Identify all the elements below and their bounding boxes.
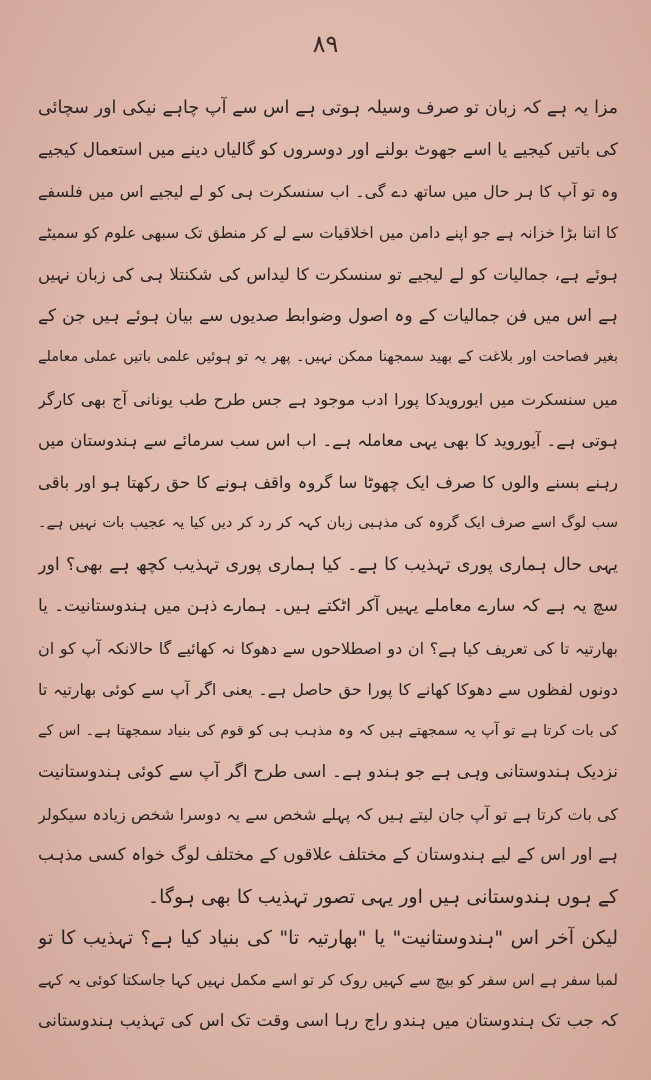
text-line: کے ہوں ہندوستانی ہیں اور یہی تصور تہذیب کا بھی ہوگا۔ — [148, 885, 618, 908]
text-line: ہے اور اس کے لیے ہندوستان کے مختلف علاقوں کے مختلف لوگ خواہ کسی مذہب — [38, 845, 618, 865]
text-line: وہ تو آپ کا ہر حال میں ساتھ دے گی۔ اب سنسکرت ہی کو لے لیجیے اس میں فلسفے — [38, 182, 618, 201]
paragraph-1 — [38, 88, 618, 545]
text-line: نزدیک ہندوستانی وہی ہے جو ہندو ہے۔ اسی طرح اگر آپ سے کوئی ہندوستانیت — [38, 762, 618, 782]
text-line: لیکن آخر اس "ہندوستانیت" یا "بھارتیہ تا" کی بنیاد کیا ہے؟ تہذیب کا تو — [38, 927, 618, 949]
text-line: سب لوگ اسے صرف ایک گروہ کی مذہبی زبان کہہ کر رد کر دیں کیا یہ عجیب بات نہیں ہے۔ — [38, 515, 618, 531]
text-line: مزا یہ ہے کہ زبان تو صرف وسیلہ ہوتی ہے اس سے آپ چاہے نیکی اور سچائی — [38, 98, 618, 118]
text-line: کی بات کرتا ہے تو آپ یہ سمجھتے ہیں کہ وہ مذہب ہی کو قوم کی بنیاد سمجھتا ہے۔ اس کے — [38, 722, 618, 739]
text-line: کی بات کرتا ہے تو آپ جان لیتے ہیں کہ پہلے شخص سے یہ دوسرا شخص زیادہ سیکولر — [38, 804, 618, 824]
text-line: ہے اس میں فن جمالیات کے وہ اصول وضوابط صدیوں سے بیان ہوئے ہیں جن کے — [38, 305, 618, 326]
text-line: ہوئے ہے، جمالیات کو لے لیجیے تو سنسکرت کا لیداس کی شکنتلا ہی کی زبان نہیں — [38, 265, 618, 284]
paragraph-2 — [38, 545, 618, 919]
paragraph-3 — [38, 918, 618, 1043]
text-line: بغیر فصاحت اور بلاغت کے بھید سمجھنا ممکن نہیں۔ پھر یہ تو ہوئیں علمی باتیں عملی معاملے — [38, 349, 618, 365]
page-number: ۸۹ — [312, 30, 339, 58]
text-line: کا اتنا بڑا خزانہ ہے جو اپنے دامن میں اخلاقیات سے لے کر منطق تک سبھی علوم کو سمیٹے — [38, 223, 618, 242]
text-line: ہوتی ہے۔ آیوروید کا بھی یہی معاملہ ہے۔ اب اس سب سرمائے سے ہندوستان میں — [38, 431, 618, 450]
text-line: رہنے بسنے والوں کا صرف ایک چھوٹا سا گروہ واقف ہونے کا حق رکھتا ہو اور باقی — [38, 472, 618, 492]
text-line: لمبا سفر ہے اس سفر کو بیچ سے کہیں روک کر تو اسے مکمل نہیں کہا جاسکتا کوئی یہ کہے — [38, 970, 618, 989]
text-line: سچ یہ ہے کہ سارے معاملے یہیں آکر اٹکتے ہیں۔ ہمارے ذہن میں ہندوستانیت۔ یا — [38, 596, 618, 616]
text-line: کہ جب تک ہندوستان میں ہندو راج رہا اسی وقت تک اس کی تہذیب ہندوستانی — [38, 1011, 618, 1031]
text-line: میں سنسکرت میں ایورویدکا پورا ادب موجود ہے جس طرح طب یونانی آج بھی کارگر — [38, 389, 618, 409]
text-line: بھارتیہ تا کی تعریف کیا ہے؟ ان دو اصطلاحوں سے دھوکا نہ کھائیے گا حالانکہ آپ کو ان — [38, 638, 618, 658]
text-line: کی باتیں کیجیے یا اسے جھوٹ بولنے اور دوسروں کو گالیاں دینے میں استعمال کیجیے — [38, 139, 618, 160]
body-text — [38, 88, 618, 1043]
text-line: دونوں لفظوں سے دھوکا کھانے کا پورا حق حاصل ہے۔ یعنی اگر آپ سے کوئی بھارتیہ تا — [38, 680, 618, 699]
text-line: یہی حال ہماری پوری تہذیب کا ہے۔ کیا ہماری پوری تہذیب کچھ ہے بھی؟ اور — [38, 554, 618, 575]
